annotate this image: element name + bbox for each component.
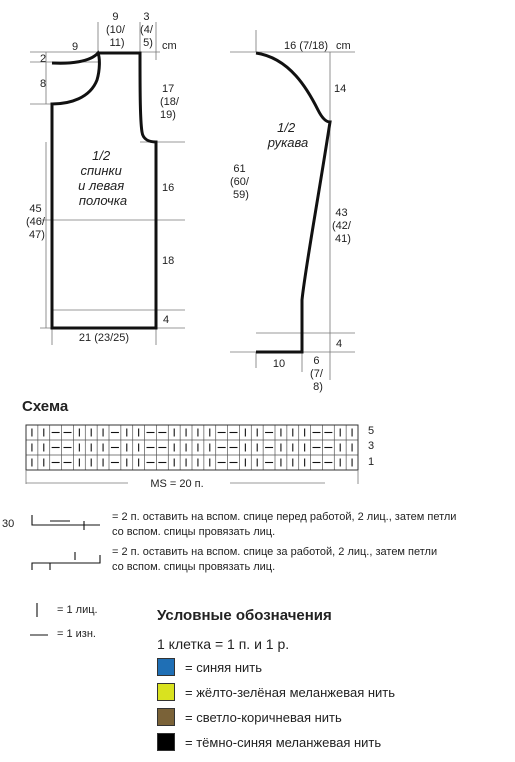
body-side-upper-dim: 8 [40,78,47,90]
sleeve-diagram [230,30,355,393]
body-armhole-dim: 17 (18/ 19) [160,83,179,121]
side-number: 30 [2,518,15,530]
cable-back-note: = 2 п. оставить на вспом. спице за работой, 2 лиц., затем петли со вспом. спицы провязать лиц. [112,546,438,573]
body-neck-depth-dim: 2 [40,53,47,65]
sleeve-cuff-dim: 4 [336,338,343,350]
sleeve-unit: cm [336,40,351,52]
body-shoulder-dim: 3 (4/ 5) [140,11,153,49]
body-upper-dim: 16 [162,182,175,194]
color-swatch [157,733,175,751]
body-width-dim: 21 (23/25) [78,332,130,344]
legend-item [157,682,395,702]
color-swatch [157,658,175,676]
chart-grid-lines [26,425,358,470]
cable-front-symbol [2,515,100,530]
legend-item [157,657,262,677]
chart-row-number: 1 [368,456,375,468]
legend-cell-note: 1 клетка = 1 п. и 1 р. [157,636,290,652]
schema-title: Схема [22,398,69,415]
sleeve-piece-label: 1/2 рукава [267,120,309,150]
body-diagram [26,11,185,345]
color-swatch [157,683,175,701]
legend-item-label: = светло-коричневая нить [185,709,342,725]
purl-stitch-label: = 1 изн. [57,628,96,640]
legend-title: Условные обозначения [157,607,332,624]
body-lower-dim: 18 [162,255,175,267]
chart-repeat-label: MS = 20 п. [150,478,204,490]
legend-item [157,707,342,727]
legend-item-label: = синяя нить [185,659,263,675]
sleeve-bottom-width-dim: 10 [272,358,286,370]
body-neck-width-dim: 9 (10/ 11) [105,11,125,49]
chart-row-number: 5 [368,425,375,437]
cable-back-symbol [32,552,100,570]
legend-item-label: = жёлто-зелёная меланжевая нить [185,684,396,700]
body-border-dim: 4 [163,314,170,326]
chart-row-number: 3 [368,440,375,452]
sleeve-top-width-dim: 16 (7/18) [283,40,329,52]
body-piece-label: 1/2 спинки и левая полочка [78,148,128,208]
legend-item-label: = тёмно-синяя меланжевая нить [185,734,382,750]
color-swatch [157,708,175,726]
sleeve-cap-dim: 14 [334,83,347,95]
cable-front-note: = 2 п. оставить на вспом. спице перед работой, 2 лиц., затем петли со вспом. спицы провязать лиц. [112,511,457,538]
sleeve-length-dim: 43 (42/ 41) [331,207,351,245]
sleeve-total-length-dim: 61 (60/ 59) [229,163,249,201]
body-unit: cm [162,40,177,52]
sleeve-bottom-offset-dim: 6 (7/ 8) [310,355,323,393]
stitch-chart [26,425,374,490]
sleeve-outline [256,53,330,352]
legend-item [157,732,381,752]
body-top-left-dim: 9 [72,41,79,53]
body-total-length-dim: 45 (46/ 47) [25,203,45,241]
knit-stitch-label: = 1 лиц. [57,604,98,616]
